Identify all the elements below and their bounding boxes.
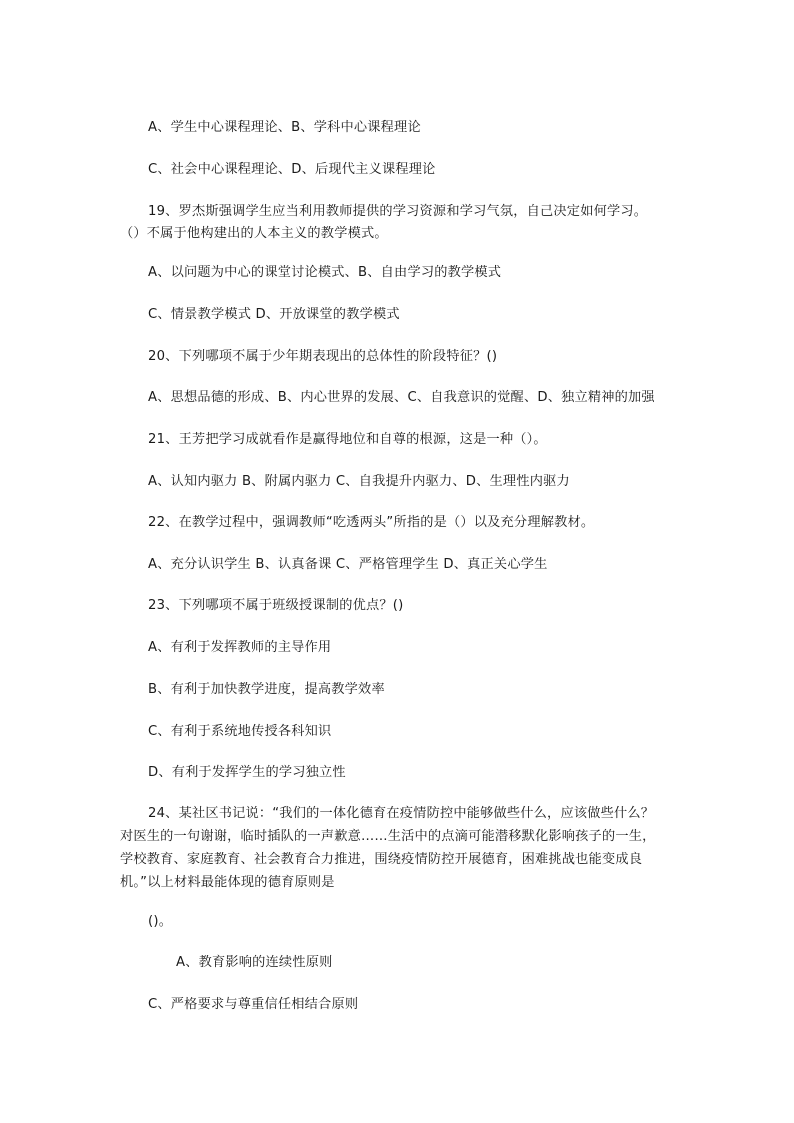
q22-options: A、充分认识学生 B、认真备课 C、严格管理学生 D、真正关心学生 <box>148 557 548 572</box>
q23-option-d: D、有利于发挥学生的学习独立性 <box>148 765 346 780</box>
q24-stem-line4: 机。”以上材料最能体现的德育原则是 <box>120 875 335 890</box>
q23-option-b: B、有利于加快教学进度，提高教学效率 <box>148 682 385 697</box>
q23-stem: 23、下列哪项不属于班级授课制的优点？() <box>148 598 404 613</box>
q19-options-cd: C、情景教学模式 D、开放课堂的教学模式 <box>148 307 400 322</box>
q18-options-ab: A、学生中心课程理论、B、学科中心课程理论 <box>148 120 421 135</box>
q24-stem-line2: 对医生的一句谢谢，临时插队的一声歉意……生活中的点滴可能潜移默化影响孩子的一生， <box>120 829 656 844</box>
q20-options: A、思想品德的形成、B、内心世界的发展、C、自我意识的觉醒、D、独立精神的加强 <box>148 390 655 405</box>
q24-stem-line1: 24、某社区书记说：“我们的一体化德育在疫情防控中能够做些什么，应该做些什么？ <box>148 806 655 821</box>
q19-stem-line1: 19、罗杰斯强调学生应当利用教师提供的学习资源和学习气氛，自己决定如何学习。 <box>148 204 648 219</box>
q24-option-a: A、教育影响的连续性原则 <box>176 955 333 970</box>
q24-blank: ()。 <box>148 914 173 929</box>
q23-option-c: C、有利于系统地传授各科知识 <box>148 724 332 739</box>
q21-options: A、认知内驱力 B、附属内驱力 C、自我提升内驱力、D、生理性内驱力 <box>148 474 570 489</box>
q19-stem-line2: （）不属于他构建出的人本主义的教学模式。 <box>120 226 388 241</box>
q21-stem: 21、王芳把学习成就看作是赢得地位和自尊的根源，这是一种（）。 <box>148 432 547 447</box>
q22-stem: 22、在教学过程中，强调教师“吃透两头”所指的是（）以及充分理解教材。 <box>148 515 595 530</box>
q24-option-c: C、严格要求与尊重信任相结合原则 <box>148 997 359 1012</box>
q20-stem: 20、下列哪项不属于少年期表现出的总体性的阶段特征？() <box>148 349 498 364</box>
q19-options-ab: A、以问题为中心的课堂讨论模式、B、自由学习的教学模式 <box>148 265 502 280</box>
q23-option-a: A、有利于发挥教师的主导作用 <box>148 640 332 655</box>
q18-options-cd: C、社会中心课程理论、D、后现代主义课程理论 <box>148 162 436 177</box>
q24-stem-line3: 学校教育、家庭教育、社会教育合力推进，围绕疫情防控开展德育，困难挑战也能变成良 <box>120 852 643 867</box>
